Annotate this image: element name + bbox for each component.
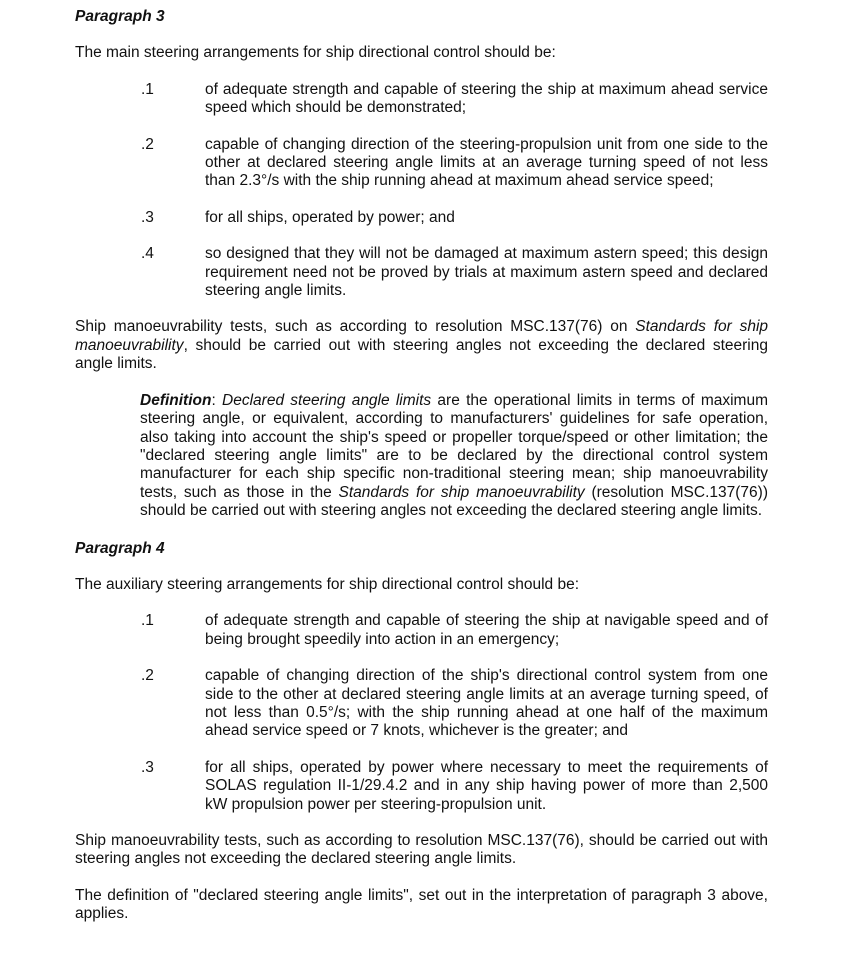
definition-term: Declared steering angle limits <box>222 391 432 409</box>
definition-standard-title: Standards for ship manoeuvrability <box>338 483 585 501</box>
list-item-text: for all ships, operated by power; and <box>205 208 455 226</box>
definition-body-end: (resolution MSC.137(76)) should be carried out with steering angles not exceeding the declared steering angle limits. <box>140 483 768 520</box>
tests-note-text-end: , should be carried out with steering angles not exceeding the declared steering angle limits. <box>75 336 768 373</box>
list-item-text: for all ships, operated by power where necessary to meet the requirements of SOLAS regulation II-1/29.4.2 and in any ship having power of more than 2,500 kW propulsion power per steering-propulsion unit. <box>205 758 768 813</box>
list-item-number: .1 <box>141 80 154 98</box>
list-item-text: so designed that they will not be damaged at maximum astern speed; this design requirement need not be proved by trials at maximum astern speed and declared steering angle limits. <box>205 245 768 300</box>
list-item-number: .4 <box>141 245 154 263</box>
list-item-text: of adequate strength and capable of steering the ship at maximum ahead service speed which should be demonstrated; <box>205 80 768 117</box>
list-item-text: capable of changing direction of the ship's directional control system from one side to the other at declared steering angle limits at an average turning speed, of not less than 0.5°/s; with the ship running ahead at one half of the maximum ahead service speed or 7 knots, whichever is the greater; and <box>205 667 768 740</box>
tests-note-text: Ship manoeuvrability tests, such as according to resolution MSC.137(76) on <box>75 318 636 336</box>
paragraph-4-heading: Paragraph 4 <box>75 539 165 557</box>
list-item-number: .2 <box>141 135 154 153</box>
tests-note-standard-title: Standards for ship manoeuvrability <box>75 318 769 354</box>
list-item <box>75 136 768 191</box>
paragraph-3-tests-note <box>75 318 768 373</box>
list-item <box>75 81 768 118</box>
paragraph-3-intro: The main steering arrangements for ship directional control should be: <box>75 44 556 62</box>
list-item <box>75 612 768 649</box>
paragraph-4-intro: The auxiliary steering arrangements for ship directional control should be: <box>75 575 580 593</box>
definition-body: are the operational limits in terms of maximum steering angle, or equivalent, according to manufacturers' guidelines for safe operation, also taking into account the ship's speed or propeller torque/speed or other limitation; the "declared steering angle limits" are to be declared by the directional control system manufacturer for each ship specific non-traditional steering mean; ship manoeuvrability tests, such as those in the <box>140 391 768 501</box>
definition-colon: : <box>211 391 223 409</box>
list-item-number: .2 <box>141 667 154 685</box>
list-item-number: .3 <box>141 208 154 226</box>
list-item <box>75 209 768 227</box>
list-item <box>75 245 768 300</box>
paragraph-4-closing-note: The definition of "declared steering angle limits", set out in the interpretation of paragraph 3 above, applies. <box>75 886 768 923</box>
paragraph-3-heading: Paragraph 3 <box>75 8 165 25</box>
paragraph-4-tests-note: Ship manoeuvrability tests, such as according to resolution MSC.137(76), should be carried out with steering angles not exceeding the declared steering angle limits. <box>75 832 768 868</box>
list-item-text: capable of changing direction of the steering-propulsion unit from one side to the other at declared steering angle limits at an average turning speed of not less than 2.3°/s with the ship running ahead at maximum ahead service speed; <box>205 135 768 190</box>
list-item-number: .3 <box>141 758 154 776</box>
definition-block <box>140 392 768 521</box>
list-item <box>75 667 768 741</box>
list-item-text: of adequate strength and capable of steering the ship at navigable speed and of being brought speedily into action in an emergency; <box>205 612 768 648</box>
document-page <box>75 8 768 924</box>
list-item-number: .1 <box>141 612 154 630</box>
list-item <box>75 759 768 814</box>
definition-label: Definition <box>140 391 212 409</box>
